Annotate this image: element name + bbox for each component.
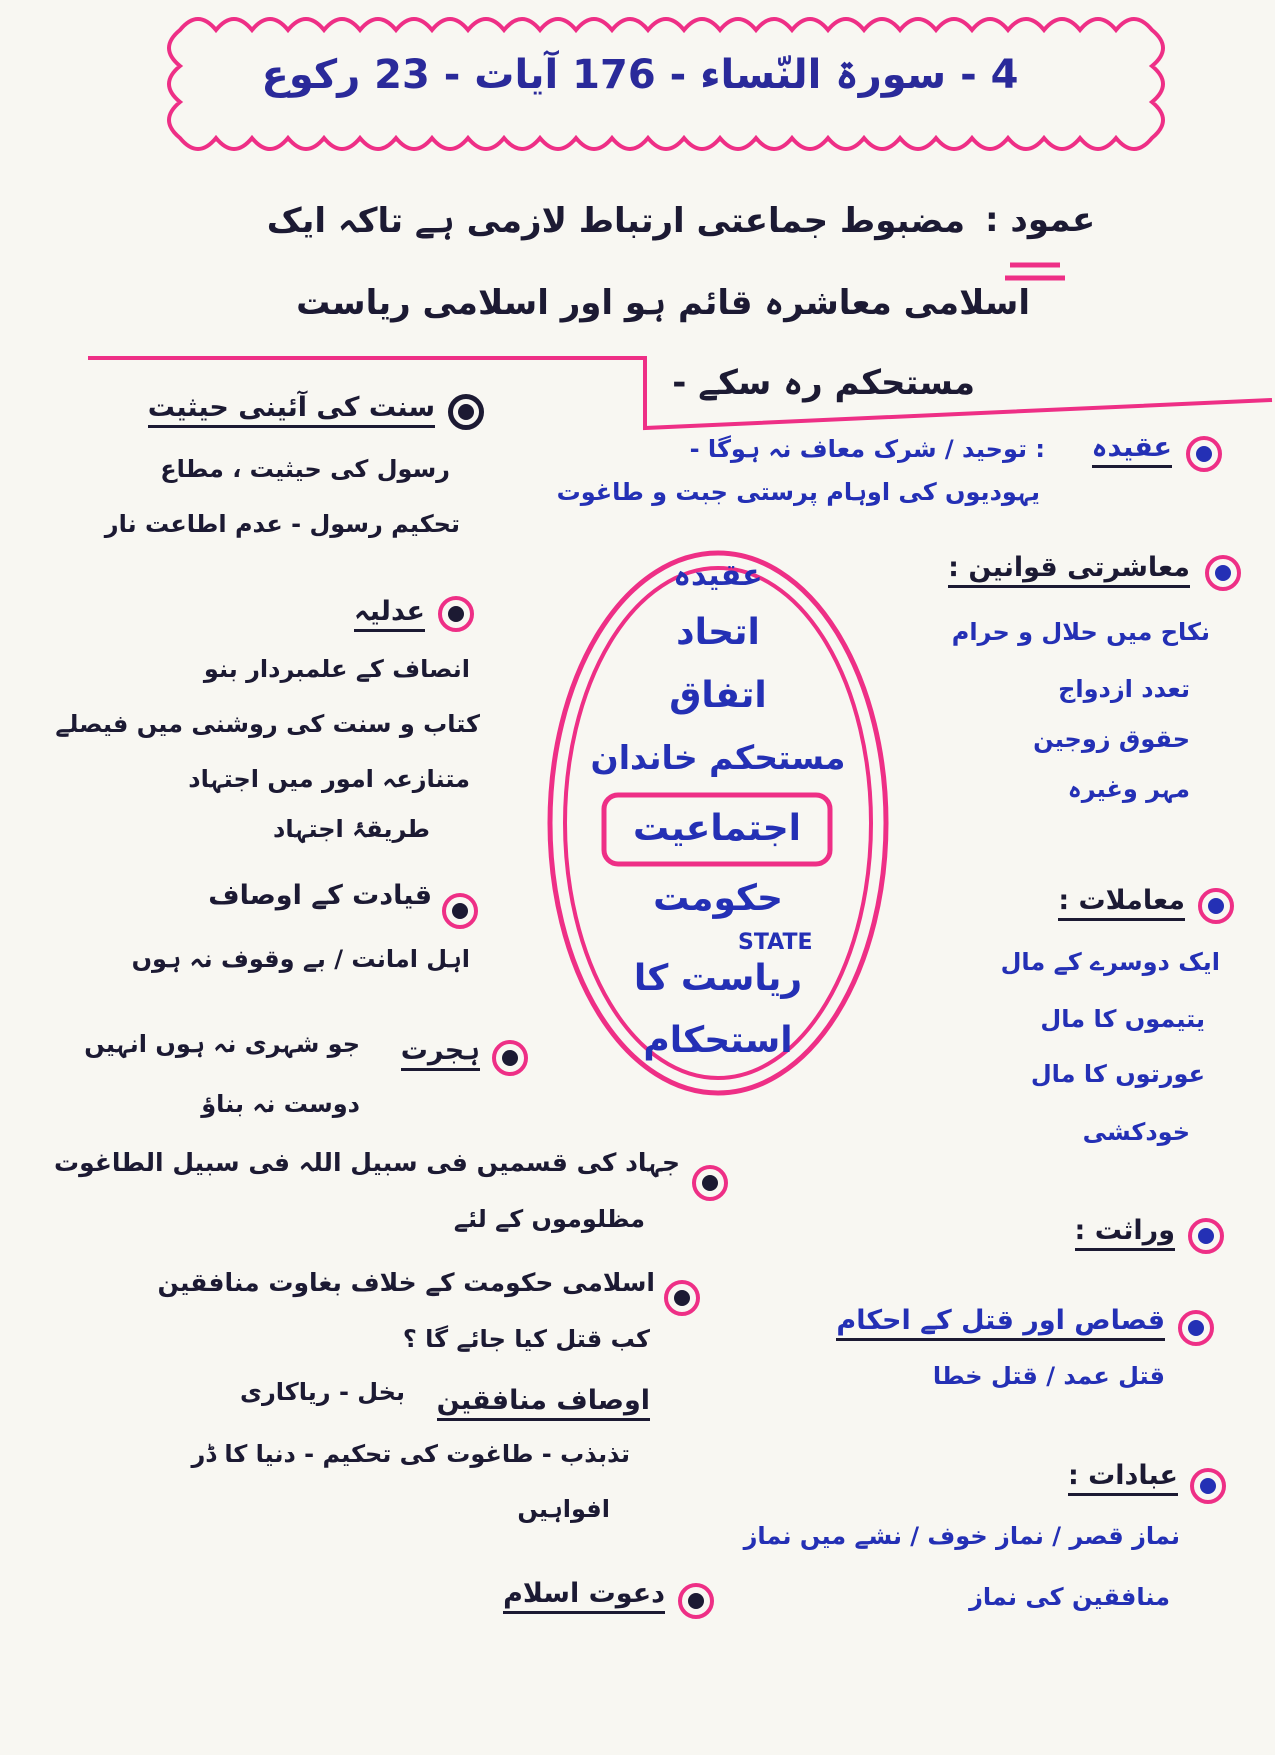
muamlaat-line-4: خودکشی [1082, 1118, 1190, 1146]
baghawat-question: کب قتل کیا جائے گا ؟ [402, 1325, 650, 1353]
aqeeda-line-2: یہودیوں کی اوہام پرستی جبت و طاغوت [556, 478, 1040, 506]
hijrat-bullet [492, 1040, 528, 1076]
baghawat-heading [95, 1268, 655, 1297]
aqeeda-heading [1050, 432, 1172, 463]
muamlaat-heading [1010, 885, 1185, 916]
sunnat-heading [120, 392, 435, 423]
qisas-heading-text: قصاص اور قتل کے احکام [836, 1305, 1165, 1341]
jihad-line-1: مظلوموں کے لئے [453, 1205, 645, 1233]
qisas-bullet [1178, 1310, 1214, 1346]
wirasat-heading-text: وراثت : [1075, 1215, 1176, 1251]
baghawat-heading-text: اسلامی حکومت کے خلاف بغاوت منافقین [157, 1268, 655, 1297]
dawat-heading-text: دعوت اسلام [503, 1578, 665, 1614]
jihad-bullet [692, 1165, 728, 1201]
qisas-heading [805, 1305, 1165, 1336]
sunnat-heading-text: سنت کی آئینی حیثیت [148, 392, 435, 428]
muamlaat-bullet [1198, 888, 1234, 924]
sunnat-bullet [448, 394, 484, 430]
adlia-line-2: کتاب و سنت کی روشنی میں فیصلے [55, 710, 480, 738]
muashrati-line-2: تعدد ازدواج [1058, 675, 1190, 703]
qisas-line-1: قتل عمد / قتل خطا [932, 1362, 1165, 1390]
hijrat-heading-text: ہجرت [401, 1035, 480, 1071]
adlia-line-3: متنازعہ امور میں اجتہاد [188, 765, 470, 793]
center-item-ijtimaiyat: اجتماعیت [632, 808, 802, 849]
ibadaat-line-2: منافقین کی نماز [969, 1583, 1170, 1611]
dawat-bullet [678, 1583, 714, 1619]
muashrati-line-3: حقوق زوجین [1033, 725, 1190, 753]
aqeeda-heading-text: عقیدہ [1092, 432, 1172, 468]
center-item-riyasat-ka: ریاست کا [633, 958, 803, 999]
sunnat-line-1: رسول کی حیثیت ، مطاع [160, 455, 450, 483]
theme-line-2: اسلامی معاشرہ قائم ہو اور اسلامی ریاست [296, 283, 1030, 323]
center-english-label: STATE [738, 930, 813, 955]
adlia-heading [280, 596, 425, 627]
center-item-hukumat: حکومت [653, 878, 783, 919]
sunnat-line-2: تحکیم رسول - عدم اطاعت نار [104, 510, 460, 538]
baghawat-line-1: بخل - ریاکاری [239, 1378, 405, 1406]
adlia-heading-text: عدلیہ [354, 596, 425, 632]
surah-title: 4 - سورۃ النّساء - 176 آیات - 23 رکوع [261, 52, 1019, 98]
adlia-bullet [438, 596, 474, 632]
center-item-istehkam: استحکام [643, 1020, 793, 1061]
baghawat-line-3: افواہیں [517, 1495, 610, 1523]
adlia-line-4: طریقۂ اجتہاد [273, 815, 430, 843]
center-item-mustahkam-khandan: مستحکم خاندان [590, 738, 846, 777]
muamlaat-line-1: ایک دوسرے کے مال [1000, 948, 1220, 976]
qiyadat-line-1: اہل امانت / بے وقوف نہ ہوں [131, 945, 470, 973]
center-item-ittihad: اتحاد [676, 612, 760, 653]
center-item-ittifaq: اتفاق [669, 675, 767, 716]
qiyadat-heading: قیادت کے اوصاف [208, 880, 432, 911]
ibadaat-line-1: نماز قصر / نماز خوف / نشے میں نماز [743, 1522, 1180, 1550]
qiyadat-bullet [442, 893, 478, 929]
muamlaat-line-2: یتیموں کا مال [1040, 1005, 1205, 1033]
baghawat-line-2: تذبذب - طاغوت کی تحکیم - دنیا کا ڈر [191, 1440, 630, 1468]
theme-label: عمود : [985, 200, 1096, 240]
adlia-line-1: انصاف کے علمبردار بنو [203, 655, 470, 683]
baghawat-sub-heading-text: اوصاف منافقین [437, 1385, 650, 1421]
muashrati-heading [935, 552, 1190, 583]
wirasat-heading [1020, 1215, 1175, 1246]
theme-line-3: مستحکم رہ سکے - [672, 363, 975, 403]
ibadaat-bullet [1190, 1468, 1226, 1504]
baghawat-bullet [664, 1280, 700, 1316]
muashrati-line-1: نکاح میں حلال و حرام [951, 618, 1210, 646]
hijrat-heading [375, 1035, 480, 1066]
wirasat-bullet [1188, 1218, 1224, 1254]
theme-line-1: مضبوط جماعتی ارتباط لازمی ہے تاکہ ایک [266, 201, 965, 241]
muashrati-heading-text: معاشرتی قوانین : [948, 552, 1190, 588]
ibadaat-heading [1020, 1460, 1178, 1491]
center-item-aqeeda: عقیدہ [673, 558, 763, 593]
baghawat-sub-heading [425, 1385, 650, 1416]
hijrat-line-1: جو شہری نہ ہوں انہیں [84, 1030, 360, 1058]
aqeeda-line-1: : توحید / شرک معاف نہ ہوگا - [689, 435, 1045, 463]
dawat-heading [410, 1578, 665, 1609]
ibadaat-heading-text: عبادات : [1068, 1460, 1178, 1496]
aqeeda-bullet [1186, 436, 1222, 472]
muamlaat-line-3: عورتوں کا مال [1030, 1060, 1205, 1088]
hijrat-line-2: دوست نہ بناؤ [201, 1090, 360, 1118]
muamlaat-heading-text: معاملات : [1058, 885, 1185, 921]
jihad-heading: جہاد کی قسمیں فی سبیل اللہ فی سبیل الطاغوت [54, 1148, 680, 1177]
muashrati-line-4: مہر وغیرہ [1067, 775, 1190, 803]
muashrati-bullet [1205, 555, 1241, 591]
